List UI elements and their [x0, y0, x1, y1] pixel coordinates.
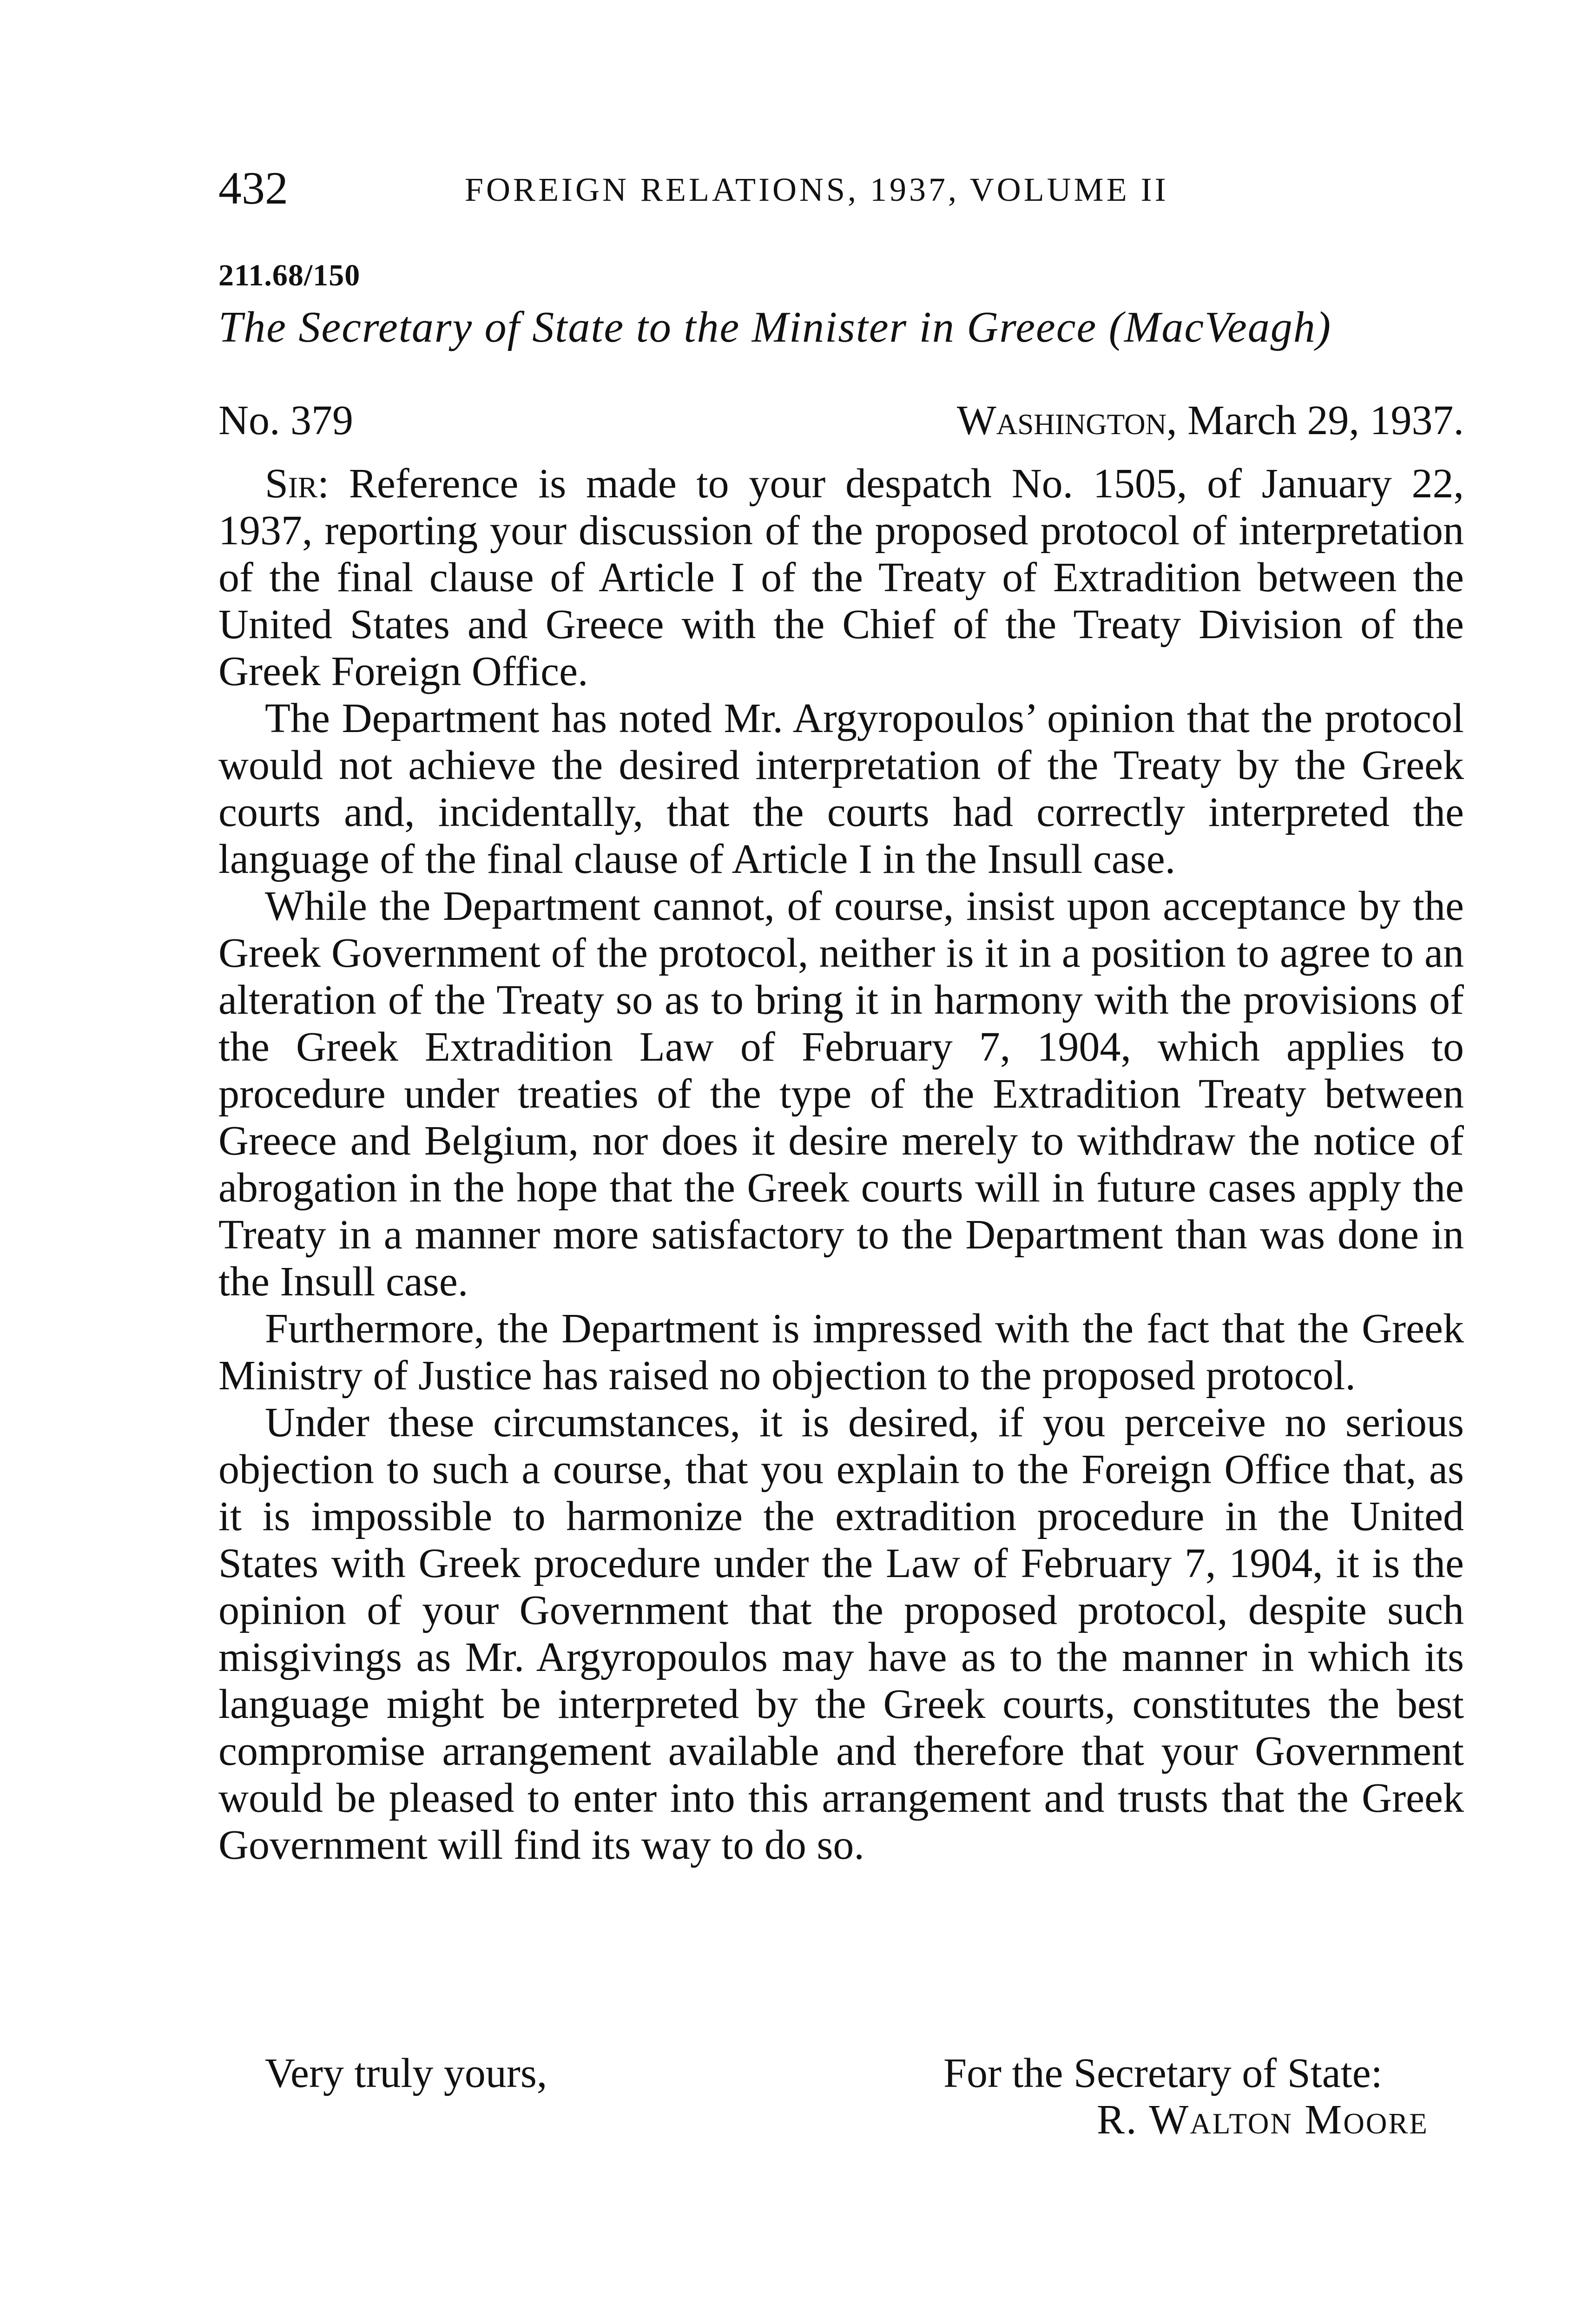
file-number: 211.68/150 [218, 258, 361, 292]
paragraph: Under these circumstances, it is desired, if you perceive no serious objection to such a course, that you explain to the Foreign Office that, as it is impossible to harmonize the extradition procedure in the United States with Greek procedure under the Law of February 7, 1904, it is the opinion of your Government that the proposed protocol, despite such misgivings as Mr. Argyropoulos may have as to the manner in which its language might be interpreted by the Greek courts, constitutes the best compromise arrangement available and therefore that your Government would be pleased to enter into this arrangement and trusts that the Greek Government will find its way to do so. [218, 1400, 1464, 1868]
signatory: R. Walton Moore [1097, 2097, 1429, 2143]
date: , March 29, 1937. [1166, 397, 1464, 443]
document-title: The Secretary of State to the Minister in Greece (MacVeagh) [218, 303, 1332, 351]
paragraph: The Department has noted Mr. Argyropoulos’ opinion that the protocol would not achieve the desired interpretation of the Treaty by the Greek courts and, incidentally, that the courts had correctly interpreted the language of the final clause of Article I in the Insull case. [218, 695, 1464, 882]
page-number: 432 [218, 162, 288, 214]
closing: Very truly yours, [265, 2050, 547, 2096]
document-number: No. 379 [218, 397, 353, 443]
letter-body [218, 460, 1464, 1868]
paragraph: While the Department cannot, of course, insist upon acceptance by the Greek Government of the protocol, neither is it in a position to agree to an alteration of the Treaty so as to bring it in harmony with the provisions of the Greek Extradition Law of February 7, 1904, which applies to procedure under treaties of the type of the Extradition Treaty between Greece and Belgium, nor does it desire merely to withdraw the notice of abrogation in the hope that the Greek courts will in future cases apply the Treaty in a manner more satisfactory to the Department than was done in the Insull case. [218, 883, 1464, 1305]
paragraph-text: : Reference is made to your despatch No. 1505, of January 22, 1937, reporting your discussion of the proposed protocol of interpretation of the final clause of Article I of the Treaty of Extradition between the United States and Greece with the Chief of the Treaty Division of the Greek Foreign Office. [218, 461, 1464, 694]
paragraph: Furthermore, the Department is impressed with the fact that the Greek Ministry of Justice has raised no objection to the proposed protocol. [218, 1306, 1464, 1399]
salutation: Sir [265, 461, 318, 507]
document-meta [218, 397, 1464, 443]
signature-line: For the Secretary of State: [943, 2050, 1383, 2096]
place: Washington [956, 397, 1167, 443]
running-head: FOREIGN RELATIONS, 1937, VOLUME II [465, 171, 1169, 208]
paragraph [218, 460, 1464, 695]
place-date [957, 397, 1464, 443]
